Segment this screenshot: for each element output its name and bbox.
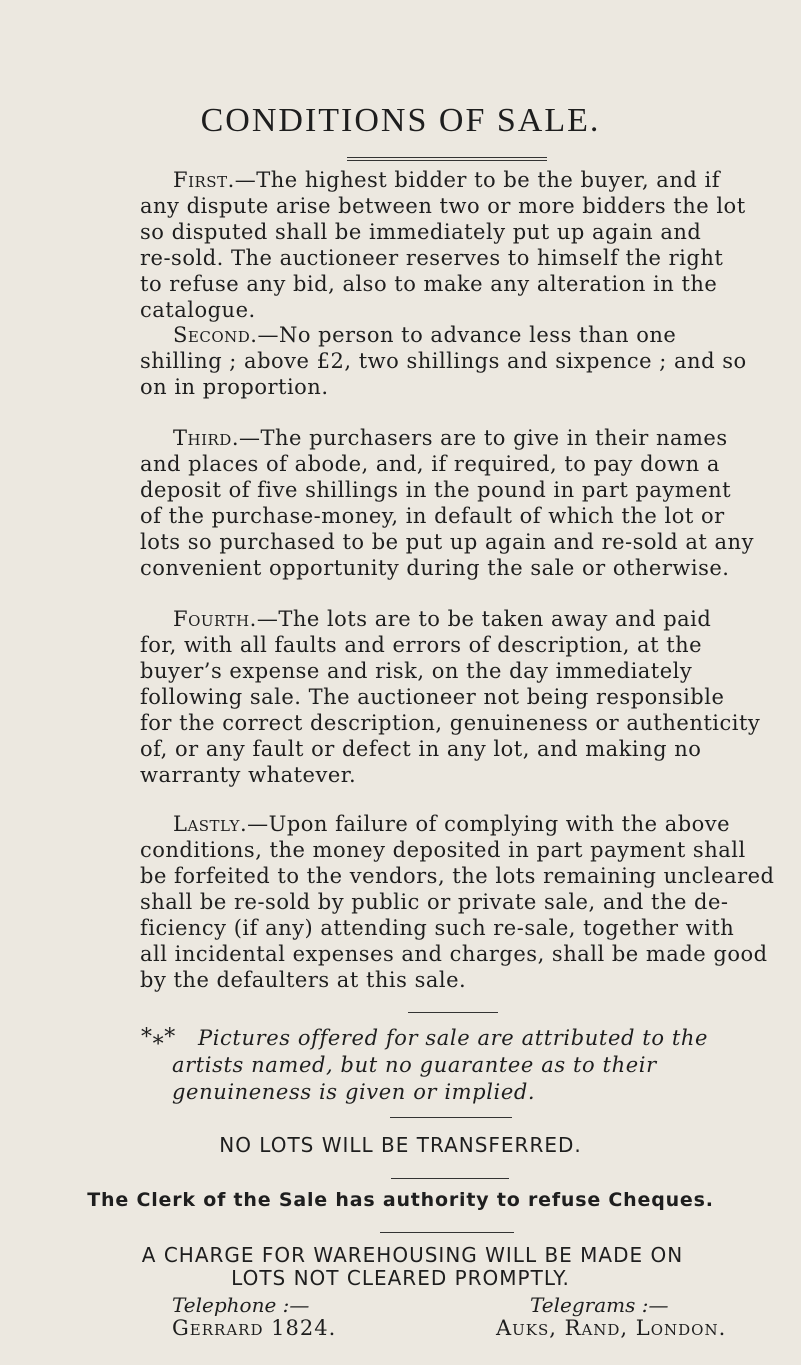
- condition-line: convenient opportunity during the sale or otherwise.: [140, 556, 730, 580]
- condition-lead: First.: [173, 168, 235, 192]
- condition-line: First.—The highest bidder to be the buyer, and if: [173, 168, 720, 192]
- section-divider: [408, 1012, 498, 1013]
- condition-second: [0, 322, 801, 400]
- condition-line: conditions, the money deposited in part payment shall: [140, 838, 746, 862]
- condition-line: be forfeited to the vendors, the lots remaining uncleared: [140, 864, 775, 888]
- condition-line: catalogue.: [140, 298, 256, 322]
- notice-transfer: NO LOTS WILL BE TRANSFERRED.: [219, 1133, 582, 1157]
- section-divider: [380, 1232, 514, 1233]
- telegrams-value: Auks, Rand, London.: [496, 1316, 727, 1340]
- condition-line: so disputed shall be immediately put up again and: [140, 220, 702, 244]
- condition-line: Fourth.—The lots are to be taken away and paid: [173, 607, 712, 631]
- note-line: Pictures offered for sale are attributed to the: [198, 1026, 709, 1050]
- condition-lead: Lastly.: [173, 812, 248, 836]
- notice-warehousing-line: LOTS NOT CLEARED PROMPTLY.: [231, 1266, 570, 1290]
- condition-line: warranty whatever.: [140, 763, 357, 787]
- condition-line: of, or any fault or defect in any lot, and making no: [140, 737, 702, 761]
- note-line: artists named, but no guarantee as to their: [172, 1053, 657, 1077]
- condition-fourth: [0, 606, 801, 788]
- condition-line: to refuse any bid, also to make any alteration in the: [140, 272, 718, 296]
- condition-first: [0, 167, 801, 323]
- condition-line: shilling ; above £2, two shillings and sixpence ; and so: [140, 349, 747, 373]
- condition-lead: Third.: [173, 426, 240, 450]
- condition-lastly: [0, 811, 801, 993]
- condition-line: buyer’s expense and risk, on the day immediately: [140, 659, 693, 683]
- notice-cheques: The Clerk of the Sale has authority to refuse Cheques.: [87, 1189, 714, 1211]
- condition-line: for the correct description, genuineness or authenticity: [140, 711, 761, 735]
- condition-line: and places of abode, and, if required, to pay down a: [140, 452, 720, 476]
- section-divider: [391, 1178, 509, 1179]
- condition-line: for, with all faults and errors of description, at the: [140, 633, 703, 657]
- condition-line: Lastly.—Upon failure of complying with the above: [173, 812, 731, 836]
- telephone-label: Telephone :—: [172, 1293, 310, 1317]
- title-divider: [347, 157, 547, 161]
- note-marker: *⁎*: [141, 1025, 176, 1050]
- condition-lead: Fourth.: [173, 607, 257, 631]
- condition-line: any dispute arise between two or more bidders the lot: [140, 194, 746, 218]
- telephone-value: Gerrard 1824.: [172, 1316, 337, 1340]
- condition-lead: Second.: [173, 323, 258, 347]
- notice-warehousing-line: A CHARGE FOR WAREHOUSING WILL BE MADE ON: [141, 1243, 684, 1267]
- condition-line: re-sold. The auctioneer reserves to himself the right: [140, 246, 724, 270]
- condition-line: lots so purchased to be put up again and re-sold at any: [140, 530, 754, 554]
- condition-line: ficiency (if any) attending such re-sale, together with: [140, 916, 735, 940]
- condition-line: all incidental expenses and charges, shall be made good: [140, 942, 768, 966]
- condition-line: Third.—The purchasers are to give in their names: [173, 426, 728, 450]
- telegrams-label: Telegrams :—: [530, 1293, 669, 1317]
- condition-line: shall be re-sold by public or private sale, and the de-: [140, 890, 729, 914]
- note-line: genuineness is given or implied.: [172, 1080, 536, 1104]
- condition-line: by the defaulters at this sale.: [140, 968, 467, 992]
- condition-third: [0, 425, 801, 581]
- section-divider: [390, 1117, 512, 1118]
- condition-line: following sale. The auctioneer not being responsible: [140, 685, 725, 709]
- condition-line: deposit of five shillings in the pound in part payment: [140, 478, 732, 502]
- condition-line: Second.—No person to advance less than one: [173, 323, 677, 347]
- condition-line: on in proportion.: [140, 375, 329, 399]
- page-title: CONDITIONS OF SALE.: [200, 102, 601, 139]
- condition-line: of the purchase-money, in default of which the lot or: [140, 504, 725, 528]
